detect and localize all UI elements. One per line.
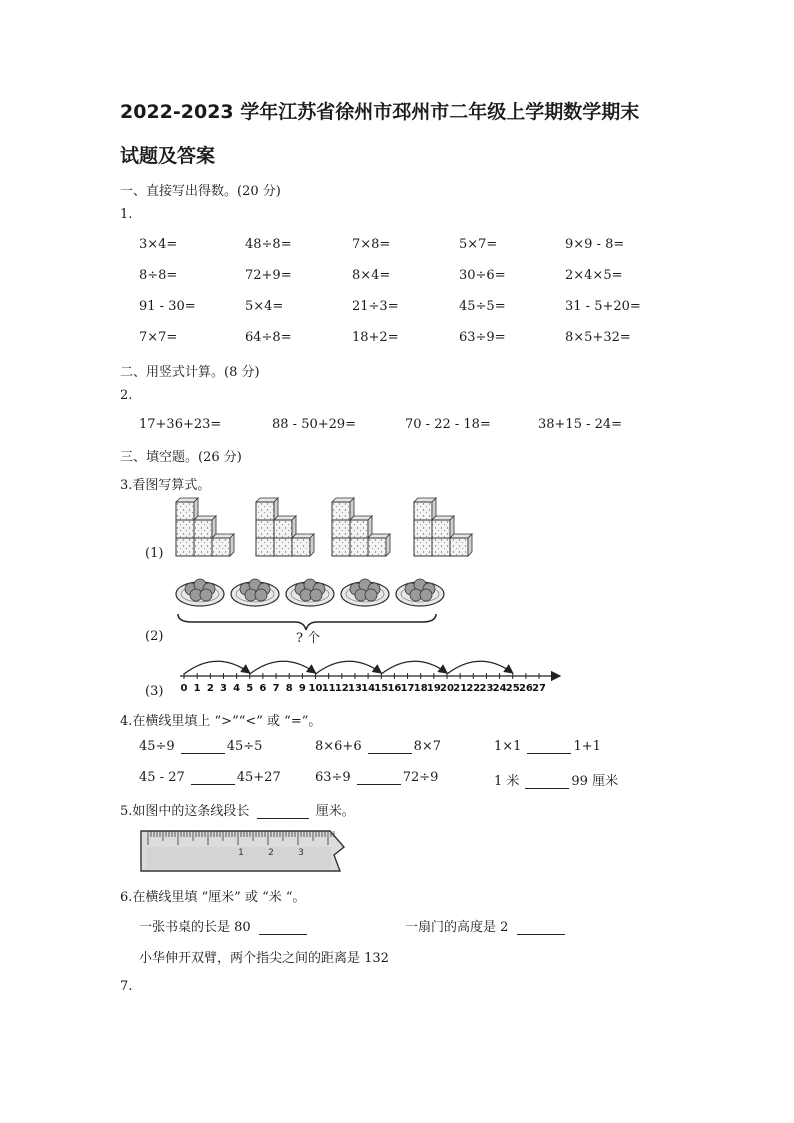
number-line-label: 20 [440, 683, 454, 694]
jump-arc [250, 661, 316, 674]
number-line-label: 12 [334, 683, 349, 694]
mental-math-item: 91 - 30= [139, 299, 196, 314]
answer-blank[interactable] [259, 921, 307, 935]
left-expression: 8×6+6 [315, 739, 362, 754]
right-expression: 72÷9 [402, 770, 439, 785]
number-line-label: 24 [492, 683, 507, 694]
cube [332, 502, 350, 520]
mental-math-item: 8×4= [352, 268, 391, 283]
vertical-calc-item: 88 - 50+29= [272, 417, 357, 432]
question-5-label-pre: 5.如图中的这条线段长 [120, 804, 250, 819]
left-expression: 1×1 [494, 739, 522, 754]
number-line-label: 4 [233, 683, 241, 694]
right-expression: 45÷5 [226, 739, 263, 754]
cube-stack [414, 498, 472, 556]
mental-math-item: 3×4= [139, 237, 178, 252]
answer-blank[interactable] [181, 740, 225, 754]
cube-stack [332, 498, 390, 556]
cube [450, 538, 468, 556]
cube [368, 538, 386, 556]
left-expression: 45 - 27 [139, 770, 185, 785]
mental-math-item: 63÷9= [459, 330, 506, 345]
number-line-label: 23 [479, 683, 494, 694]
mental-math-item: 2×4×5= [565, 268, 623, 283]
cube [212, 538, 230, 556]
cube [350, 520, 368, 538]
cube [176, 502, 194, 520]
cube-stack [176, 498, 234, 556]
cube [256, 520, 274, 538]
mental-math-item: 8÷8= [139, 268, 178, 283]
fruit-plate [286, 579, 334, 606]
answer-blank[interactable] [527, 740, 571, 754]
number-line-label: 6 [259, 683, 267, 694]
mental-math-item: 18+2= [352, 330, 399, 345]
cube [432, 538, 450, 556]
fruit-plate [341, 579, 389, 606]
mental-math-item: 9×9 - 8= [565, 237, 625, 252]
mental-math-item: 5×7= [459, 237, 498, 252]
number-line-label: 5 [246, 683, 254, 694]
question-4-label: 4.在横线里填上 “>”“<” 或 “=”。 [120, 714, 322, 729]
number-line-label: 1 [193, 683, 201, 694]
cube [176, 520, 194, 538]
comparison-item [494, 770, 618, 789]
question-3-label: 3.看图写算式。 [120, 478, 211, 493]
number-line-label: 11 [321, 683, 336, 694]
number-line-label: 10 [308, 683, 323, 694]
section-1-heading: 一、直接写出得数。(20 分) [120, 184, 281, 199]
mental-math-item: 64÷8= [245, 330, 292, 345]
ruler-digit: 2 [268, 848, 274, 858]
question-5-label [120, 800, 355, 819]
number-line-label: 15 [374, 683, 389, 694]
question-5-label-post: 厘米。 [315, 804, 355, 819]
ruler-digit: 3 [298, 848, 304, 858]
question-6-item-1 [139, 916, 307, 935]
cube [194, 520, 212, 538]
mental-math-item: 21÷3= [352, 299, 399, 314]
vertical-calc-item: 38+15 - 24= [538, 417, 623, 432]
mental-math-item: 5×4= [245, 299, 284, 314]
jump-arc [316, 661, 382, 674]
cube [176, 538, 194, 556]
number-line-label: 8 [285, 683, 293, 694]
cube [414, 520, 432, 538]
vertical-calc-item: 17+36+23= [139, 417, 222, 432]
number-line-label: 14 [361, 683, 376, 694]
cube [332, 520, 350, 538]
cube-stack [256, 498, 314, 556]
section-3-heading: 三、填空题。(26 分) [120, 450, 242, 465]
cube [350, 538, 368, 556]
number-line-label: 18 [413, 683, 428, 694]
cube [332, 538, 350, 556]
answer-blank[interactable] [357, 771, 401, 785]
cube [194, 538, 212, 556]
title-line-2: 试题及答案 [120, 145, 216, 167]
number-line-label: 0 [180, 683, 188, 694]
question-2-number: 2. [120, 388, 133, 403]
item-1-text: 一张书桌的长是 80 [139, 920, 251, 935]
left-expression: 45÷9 [139, 739, 175, 754]
question-6-label: 6.在横线里填 “厘米” 或 “米 “。 [120, 890, 306, 905]
sub-label-3: (3) [145, 684, 164, 699]
number-line-label: 22 [466, 683, 481, 694]
item-2-text: 一扇门的高度是 2 [405, 920, 509, 935]
number-line-label: 27 [532, 683, 547, 694]
fruit-plate [396, 579, 444, 606]
ruler-digit: 1 [238, 848, 244, 858]
comparison-item [139, 739, 262, 754]
jump-arc [447, 661, 513, 674]
answer-blank[interactable] [191, 771, 235, 785]
mental-math-item: 7×7= [139, 330, 178, 345]
section-2-heading: 二、用竖式计算。(8 分) [120, 365, 260, 380]
ruler-image [138, 827, 350, 877]
answer-blank[interactable] [517, 921, 565, 935]
mental-math-item: 31 - 5+20= [565, 299, 641, 314]
left-expression: 63÷9 [315, 770, 351, 785]
jump-arc [184, 661, 250, 674]
comparison-item [315, 770, 438, 785]
mental-math-item: 7×8= [352, 237, 391, 252]
brace-label: ? 个 [296, 631, 321, 646]
cube [274, 520, 292, 538]
comparison-item [139, 770, 281, 785]
comparison-item [494, 739, 601, 754]
number-line-label: 13 [347, 683, 362, 694]
right-expression: 99 厘米 [571, 774, 619, 789]
question-6-item-2 [405, 916, 565, 935]
number-line-label: 17 [400, 683, 415, 694]
sub-label-2: (2) [145, 629, 164, 644]
number-line-label: 26 [518, 683, 533, 694]
cube [256, 538, 274, 556]
number-line-figure [170, 655, 570, 695]
answer-blank[interactable] [257, 805, 309, 819]
number-line-label: 25 [505, 683, 520, 694]
mental-math-item: 45÷5= [459, 299, 506, 314]
number-line-label: 19 [426, 683, 441, 694]
comparison-item [315, 739, 441, 754]
vertical-calc-item: 70 - 22 - 18= [405, 417, 491, 432]
left-expression: 1 米 [494, 774, 520, 789]
number-line-label: 21 [453, 683, 468, 694]
right-expression: 8×7 [413, 739, 442, 754]
cube [432, 520, 450, 538]
sub-label-1: (1) [145, 546, 164, 561]
cube [274, 538, 292, 556]
mental-math-item: 30÷6= [459, 268, 506, 283]
number-line-label: 3 [219, 683, 227, 694]
fruit-plate [176, 579, 224, 606]
number-line-label: 7 [272, 683, 280, 694]
answer-blank[interactable] [525, 775, 569, 789]
jump-arc [381, 661, 447, 674]
cube [256, 502, 274, 520]
cube [414, 502, 432, 520]
mental-math-item: 8×5+32= [565, 330, 631, 345]
number-line-label: 2 [206, 683, 214, 694]
mental-math-item: 72+9= [245, 268, 292, 283]
right-expression: 45+27 [236, 770, 281, 785]
question-7-number: 7. [120, 979, 133, 994]
number-line-label: 9 [298, 683, 306, 694]
cube [414, 538, 432, 556]
number-line-label: 16 [387, 683, 402, 694]
mental-math-item: 48÷8= [245, 237, 292, 252]
fruit-plate [231, 579, 279, 606]
answer-blank[interactable] [368, 740, 412, 754]
question-1-number: 1. [120, 207, 133, 222]
question-6-item-3: 小华伸开双臂，两个指尖之间的距离是 132 [139, 951, 389, 966]
title-line-1: 2022-2023 学年江苏省徐州市邳州市二年级上学期数学期末 [120, 101, 640, 123]
cube-stacks-figure [170, 496, 490, 562]
cube [292, 538, 310, 556]
right-expression: 1+1 [573, 739, 601, 754]
